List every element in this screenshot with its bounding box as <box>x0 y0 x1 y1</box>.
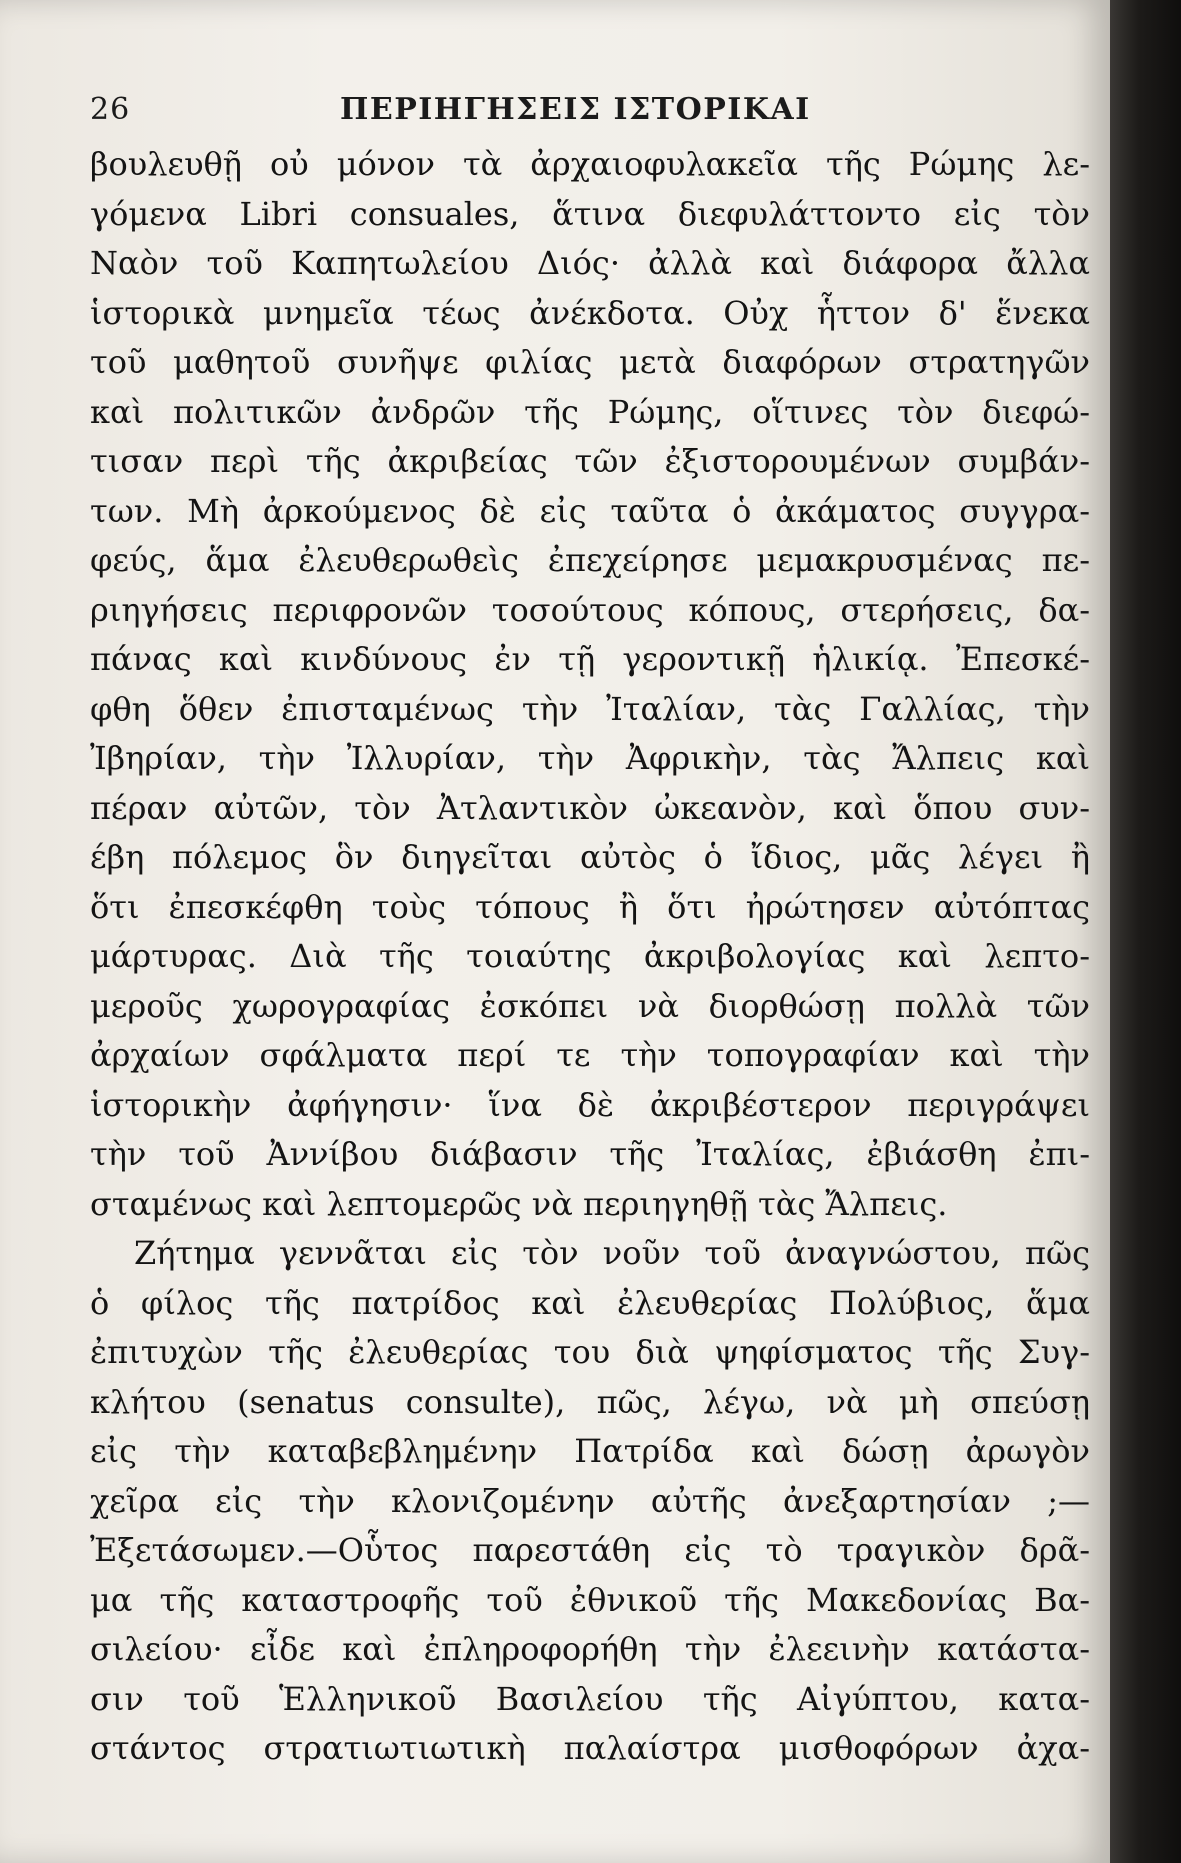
text-line: ριηγήσεις περιφρονῶν τοσούτους κόπους, στερήσεις, δα- <box>90 590 1090 629</box>
text-line: πάνας καὶ κινδύνους ἐν τῇ γεροντικῇ ἡλικίᾳ. Ἐπεσκέ- <box>90 640 1090 678</box>
text-line: σταμένως καὶ λεπτομερῶς νὰ περιηγηθῇ τὰς Ἄλπεις. <box>90 1184 948 1223</box>
text-line: τισαν περὶ τῆς ἀκριβείας τῶν ἐξιστορουμένων συμβάν- <box>90 442 1090 480</box>
text-line: φθη ὅθεν ἐπισταμένως τὴν Ἰταλίαν, τὰς Γαλλίας, τὴν <box>90 689 1090 728</box>
text-line: μα τῆς καταστροφῆς τοῦ ἐθνικοῦ τῆς Μακεδονίας Βα- <box>90 1580 1090 1619</box>
text-line: σιν τοῦ Ἑλληνικοῦ Βασιλείου τῆς Αἰγύπτου, κατα- <box>90 1679 1090 1718</box>
text-line: μεροῦς χωρογραφίας ἐσκόπει νὰ διορθώσῃ πολλὰ τῶν <box>90 986 1090 1025</box>
running-title: ΠΕΡΙΗΓΗΣΕΙΣ ΙΣΤΟΡΙΚΑΙ <box>340 92 811 127</box>
text-line: ἀρχαίων σφάλματα περί τε τὴν τοπογραφίαν καὶ τὴν <box>90 1036 1090 1074</box>
text-line: ἐπιτυχὼν τῆς ἐλευθερίας του διὰ ψηφίσματος τῆς Συγ- <box>90 1333 1090 1371</box>
text-line: ἱστορικὰ μνημεῖα τέως ἀνέκδοτα. Οὐχ ἧττον δ' ἕνεκα <box>90 293 1090 332</box>
text-line: πέραν αὐτῶν, τὸν Ἀτλαντικὸν ὠκεανὸν, καὶ ὅπου συν- <box>90 788 1090 827</box>
text-line: ἱστορικὴν ἀφήγησιν· ἵνα δὲ ἀκριβέστερον περιγράψει <box>90 1085 1090 1124</box>
text-line: τοῦ μαθητοῦ συνῆψε φιλίας μετὰ διαφόρων στρατηγῶν <box>90 343 1090 381</box>
text-line: μάρτυρας. Διὰ τῆς τοιαύτης ἀκριβολογίας καὶ λεπτο- <box>90 937 1090 975</box>
text-line: Ἰβηρίαν, τὴν Ἰλλυρίαν, τὴν Ἀφρικὴν, τὰς Ἄλπεις καὶ <box>90 739 1090 777</box>
text-line: χεῖρα εἰς τὴν κλονιζομένην αὐτῆς ἀνεξαρτησίαν ;— <box>90 1481 1090 1520</box>
text-line: Ναὸν τοῦ Καπητωλείου Διός· ἀλλὰ καὶ διάφορα ἄλλα <box>90 244 1090 282</box>
text-line: φεύς, ἅμα ἐλευθερωθεὶς ἐπεχείρησε μεμακρυσμένας πε- <box>90 541 1090 579</box>
text-line: ὁ φίλος τῆς πατρίδος καὶ ἐλευθερίας Πολύβιος, ἅμα <box>90 1283 1090 1322</box>
text-line: στάντος στρατιωτιωτικὴ παλαίστρα μισθοφόρων ἀχα- <box>90 1729 1090 1767</box>
text-line: Ζήτημα γεννᾶται εἰς τὸν νοῦν τοῦ ἀναγνώστου, πῶς <box>134 1234 1090 1272</box>
text-line: γόμενα Libri consuales, ἅτινα διεφυλάττοντο εἰς τὸν <box>90 194 1090 233</box>
text-line: κλήτου (senatus consulte), πῶς, λέγω, νὰ μὴ σπεύσῃ <box>90 1382 1090 1421</box>
text-line: έβη πόλεμος ὃν διηγεῖται αὐτὸς ὁ ἴδιος, μᾶς λέγει ἢ <box>90 838 1090 876</box>
text-line: καὶ πολιτικῶν ἀνδρῶν τῆς Ρώμης, οἵτινες τὸν διεφώ- <box>90 392 1090 431</box>
text-line: των. Μὴ ἀρκούμενος δὲ εἰς ταῦτα ὁ ἀκάματος συγγρα- <box>90 491 1090 530</box>
text-line: Ἐξετάσωμεν.—Οὗτος παρεστάθη εἰς τὸ τραγικὸν δρᾶ- <box>90 1531 1090 1569</box>
text-line: βουλευθῇ οὐ μόνον τὰ ἀρχαιοφυλακεῖα τῆς Ρώμης λε- <box>90 145 1090 183</box>
body-text <box>90 140 1090 1774</box>
text-line: ὅτι ἐπεσκέφθη τοὺς τόπους ἢ ὅτι ἠρώτησεν αὐτόπτας <box>90 887 1090 926</box>
text-line: σιλείου· εἶδε καὶ ἐπληροφορήθη τὴν ἐλεεινὴν κατάστα- <box>90 1630 1090 1668</box>
text-line: εἰς τὴν καταβεβλημένην Πατρίδα καὶ δώσῃ ἀρωγὸν <box>90 1432 1090 1470</box>
page-edge-shadow <box>1110 0 1181 1863</box>
page-number: 26 <box>90 92 131 127</box>
text-line: τὴν τοῦ Ἀννίβου διάβασιν τῆς Ἰταλίας, ἐβιάσθη ἐπι- <box>90 1135 1090 1173</box>
